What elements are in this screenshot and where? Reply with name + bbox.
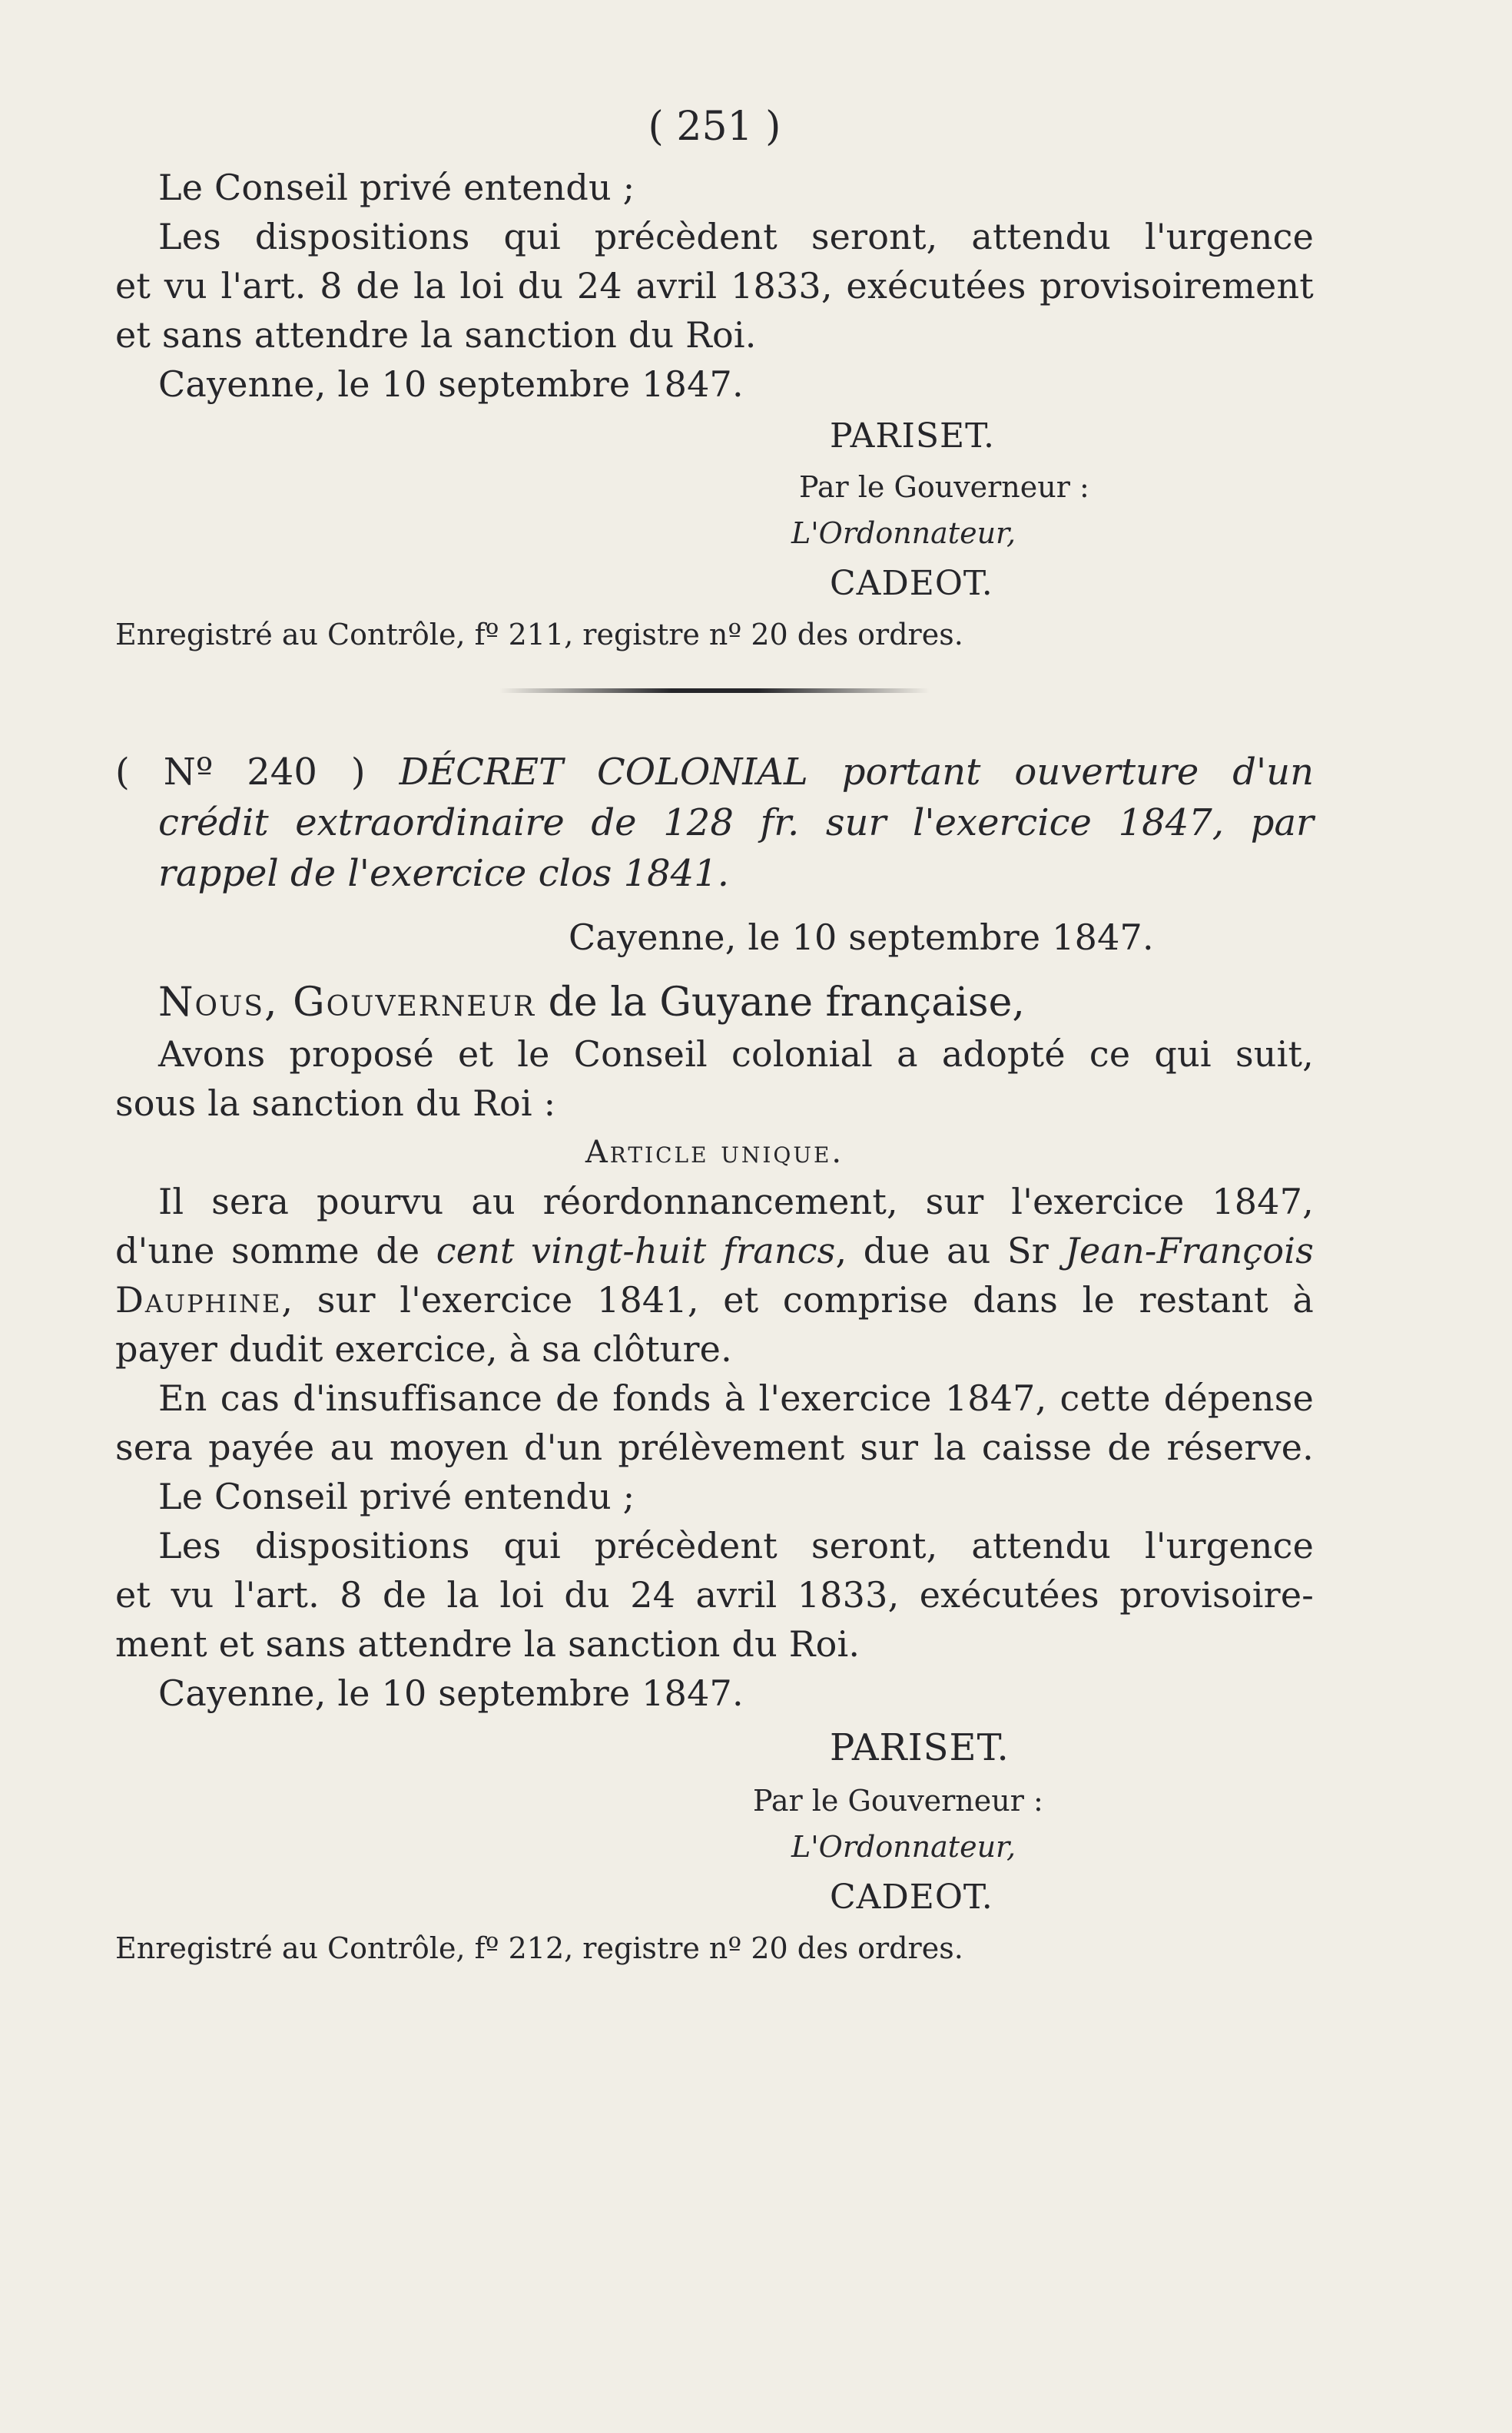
decree-title-part-3: rappel de l'exercice clos 1841. <box>158 852 730 895</box>
document-page <box>115 100 1314 1971</box>
nous-line <box>115 976 1314 1029</box>
registration-note: Enregistré au Contrôle, fº 211, registre nº 20 des ordres. <box>115 618 963 651</box>
governor-signature: PARISET. <box>830 416 995 456</box>
nous-guyane: de la Guyane française, <box>536 979 1025 1026</box>
page-number: ( 251 ) <box>648 104 781 150</box>
preamble-line-2: sous la sanction du Roi : <box>115 1082 556 1124</box>
council-line: Le Conseil privé entendu ; <box>158 167 635 208</box>
article-2-a: d'une somme de <box>115 1230 436 1271</box>
article-2-c: , due au Sr <box>835 1230 1066 1271</box>
by-governor-label: Par le Gouverneur : <box>799 470 1089 504</box>
nous-gouverneur: Nous, Gouverneur <box>158 979 536 1026</box>
decree-title-part-2: crédit extraordinaire de 128 fr. sur l'exercice 1847, par <box>158 801 1314 844</box>
decree-title-part-1: DÉCRET COLONIAL portant ouverture d'un <box>399 751 1314 794</box>
article-title: Article unique. <box>585 1135 844 1170</box>
article-3-b: , sur l'exercice 1841, et comprise dans le restant à <box>281 1279 1314 1321</box>
decree-place-date: Cayenne, le 10 septembre 1847. <box>569 917 1154 958</box>
preamble-line-1: Avons proposé et le Conseil colonial a adopté ce qui suit, <box>158 1033 1314 1075</box>
decree-date: Cayenne, le 10 septembre 1847. <box>158 1672 744 1714</box>
fund-line-2: sera payée au moyen d'un prélèvement sur la caisse de réserve. <box>115 1427 1314 1468</box>
decree-signature-block <box>115 1718 1314 1925</box>
article-line-4: payer dudit exercice, à sa clôture. <box>115 1328 732 1370</box>
dispositions-line-2: et vu l'art. 8 de la loi du 24 avril 1833, exécutées provisoirement <box>115 265 1314 307</box>
beneficiary-first-name: Jean-François <box>1065 1230 1314 1271</box>
decree-title-line-1 <box>115 747 1314 797</box>
decree-governor-signature: PARISET. <box>830 1726 1010 1769</box>
section-divider <box>499 688 930 693</box>
ordonnateur-signature: CADEOT. <box>830 564 993 603</box>
article-line-2 <box>115 1226 1314 1275</box>
council-line-2: Le Conseil privé entendu ; <box>158 1476 635 1517</box>
decree-ordonnateur-signature: CADEOT. <box>830 1878 993 1917</box>
disp-line-2: et vu l'art. 8 de la loi du 24 avril 1833, exécutées provisoire- <box>115 1574 1314 1616</box>
ordonnateur-label: L'Ordonnateur, <box>791 516 1016 550</box>
place-date: Cayenne, le 10 septembre 1847. <box>158 363 744 405</box>
amount-words: cent vingt-huit francs <box>436 1230 836 1271</box>
beneficiary-surname: Dauphine <box>115 1279 282 1321</box>
dispositions-line-1: Les dispositions qui précèdent seront, attendu l'urgence <box>158 216 1314 257</box>
article-line-3 <box>115 1275 1314 1324</box>
fund-line-1: En cas d'insuffisance de fonds à l'exercice 1847, cette dépense <box>158 1377 1314 1419</box>
article-line-1: Il sera pourvu au réordonnancement, sur l'exercice 1847, <box>158 1181 1314 1222</box>
disp-line-1: Les dispositions qui précèdent seront, attendu l'urgence <box>158 1525 1314 1566</box>
decree-ordonnateur-label: L'Ordonnateur, <box>791 1830 1016 1864</box>
previous-decree-ending <box>115 163 1314 658</box>
disp-line-3: ment et sans attendre la sanction du Roi. <box>115 1623 860 1665</box>
decree-registration-note: Enregistré au Contrôle, fº 212, registre nº 20 des ordres. <box>115 1931 963 1965</box>
decree-240 <box>115 747 1314 1971</box>
decree-number: ( Nº 240 ) <box>115 751 366 794</box>
dispositions-line-3: et sans attendre la sanction du Roi. <box>115 314 757 356</box>
decree-by-governor-label: Par le Gouverneur : <box>753 1784 1043 1818</box>
signature-block <box>115 409 1314 612</box>
